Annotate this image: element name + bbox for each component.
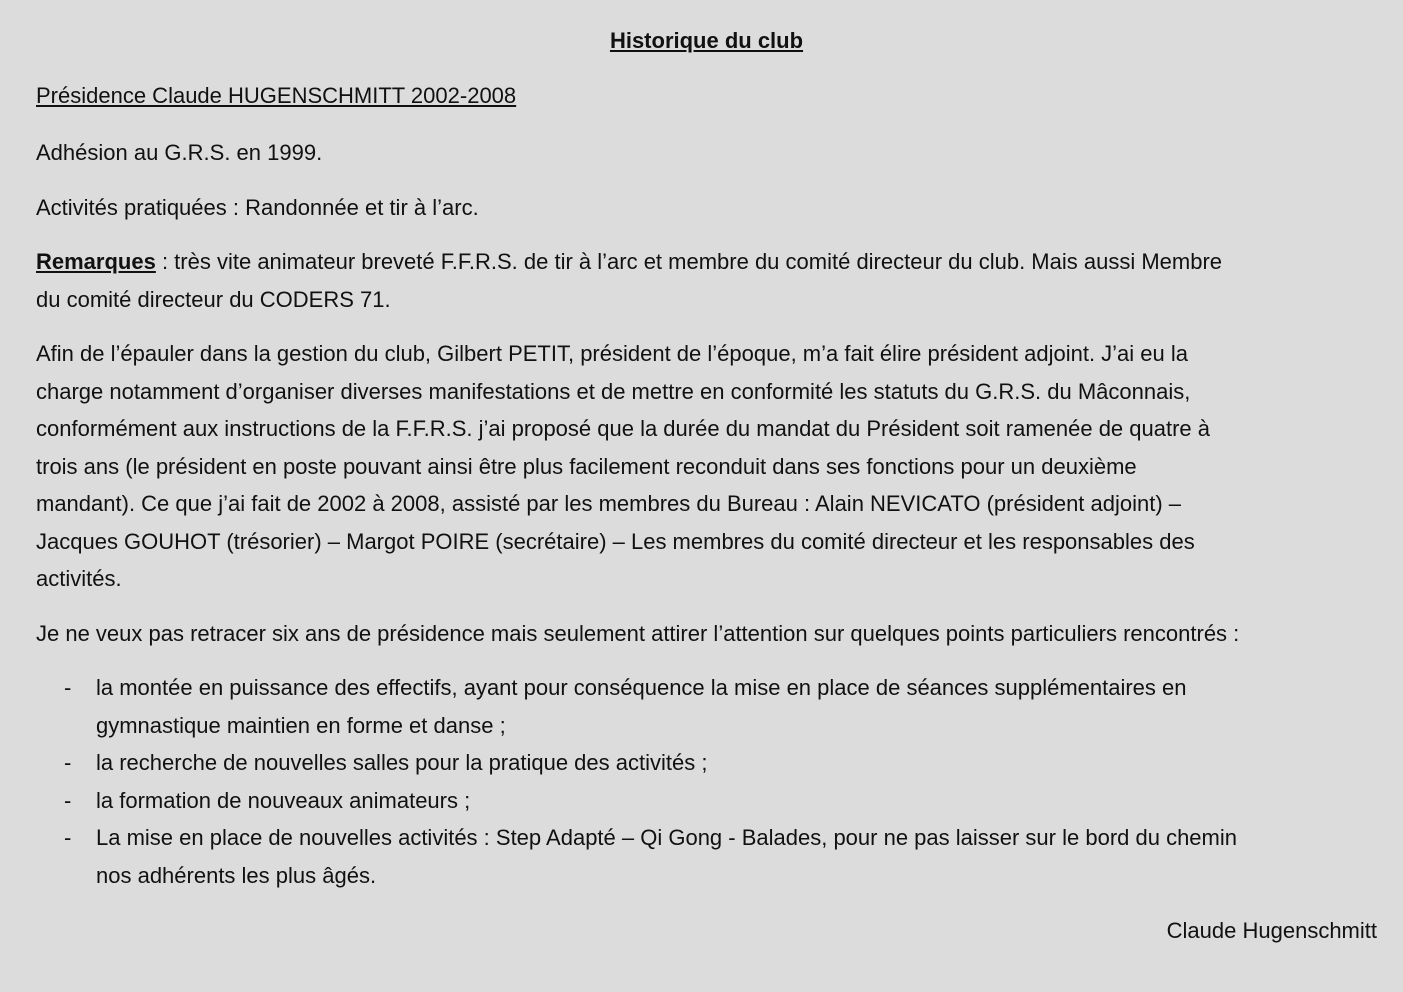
remarks-line-1 bbox=[36, 243, 1377, 281]
list-item-line: la formation de nouveaux animateurs ; bbox=[96, 787, 471, 813]
activities-paragraph bbox=[36, 189, 1377, 227]
list-item-line: La mise en place de nouvelles activités : Step Adapté – Qi Gong - Balades, pour ne pas laisser sur le bord du chemin bbox=[96, 825, 1237, 850]
main-paragraph-line: conformément aux instructions de la F.F.R.S. j’ai proposé que la durée du mandat du Président soit ramenée de quatre à bbox=[36, 416, 1211, 441]
main-paragraph-line: charge notamment d’organiser diverses manifestations et de mettre en conformité les statuts du G.R.S. du Mâconnais, bbox=[36, 378, 1191, 404]
list-item-line: nos adhérents les plus âgés. bbox=[96, 862, 377, 888]
list-item-line: la montée en puissance des effectifs, ayant pour conséquence la mise en place de séances supplémentaires en bbox=[96, 675, 1187, 700]
list-item-body bbox=[96, 819, 1237, 894]
presidency-heading: Présidence Claude HUGENSCHMITT 2002-2008 bbox=[36, 83, 517, 108]
adhesion-text: Adhésion au G.R.S. en 1999. bbox=[36, 140, 323, 165]
adhesion-paragraph bbox=[36, 134, 1377, 172]
main-paragraph-line: Jacques GOUHOT (trésorier) – Margot POIRE (secrétaire) – Les membres du comité directeur et les responsables des bbox=[36, 528, 1195, 554]
activities-text: Activités pratiquées : Randonnée et tir à l’arc. bbox=[36, 194, 479, 220]
main-paragraph-line: Afin de l’épauler dans la gestion du club, Gilbert PETIT, président de l’époque, m’a fait élire président adjoint. J’ai eu la bbox=[36, 341, 1189, 366]
list-bullet: - bbox=[64, 825, 72, 850]
main-paragraph-line: trois ans (le président en poste pouvant ainsi être plus facilement reconduit dans ses fonctions pour un deuxième bbox=[36, 453, 1137, 479]
list-intro-text: Je ne veux pas retracer six ans de présidence mais seulement attirer l’attention sur quelques points particuliers rencontrés : bbox=[36, 620, 1240, 646]
signature: Claude Hugenschmitt bbox=[1166, 918, 1377, 943]
list-item-line: la recherche de nouvelles salles pour la pratique des activités ; bbox=[96, 750, 708, 775]
list-item-body bbox=[96, 669, 1187, 744]
main-paragraph bbox=[36, 335, 1377, 598]
remarks-text-1: : très vite animateur breveté F.F.R.S. de tir à l’arc et membre du comité directeur du club. Mais aussi Membre bbox=[155, 249, 1223, 274]
list-intro-paragraph bbox=[36, 615, 1377, 653]
remarks-line-2: du comité directeur du CODERS 71. bbox=[36, 286, 391, 312]
page-title: Historique du club bbox=[609, 28, 804, 53]
list-item bbox=[36, 669, 1377, 744]
list-bullet: - bbox=[64, 675, 72, 700]
list-item-body bbox=[96, 744, 707, 782]
main-paragraph-line: mandant). Ce que j’ai fait de 2002 à 2008, assisté par les membres du Bureau : Alain NEVICATO (président adjoint) – bbox=[36, 491, 1182, 516]
list-item-line: gymnastique maintien en forme et danse ; bbox=[96, 712, 506, 738]
list-bullet: - bbox=[64, 787, 72, 813]
list-item bbox=[36, 744, 1377, 782]
points-list bbox=[36, 669, 1377, 894]
list-item-body bbox=[96, 782, 470, 820]
list-item bbox=[36, 782, 1377, 820]
main-paragraph-line: activités. bbox=[36, 566, 122, 591]
remarks-paragraph bbox=[36, 243, 1377, 318]
list-bullet: - bbox=[64, 750, 72, 775]
remarks-label: Remarques bbox=[36, 249, 156, 274]
list-item bbox=[36, 819, 1377, 894]
